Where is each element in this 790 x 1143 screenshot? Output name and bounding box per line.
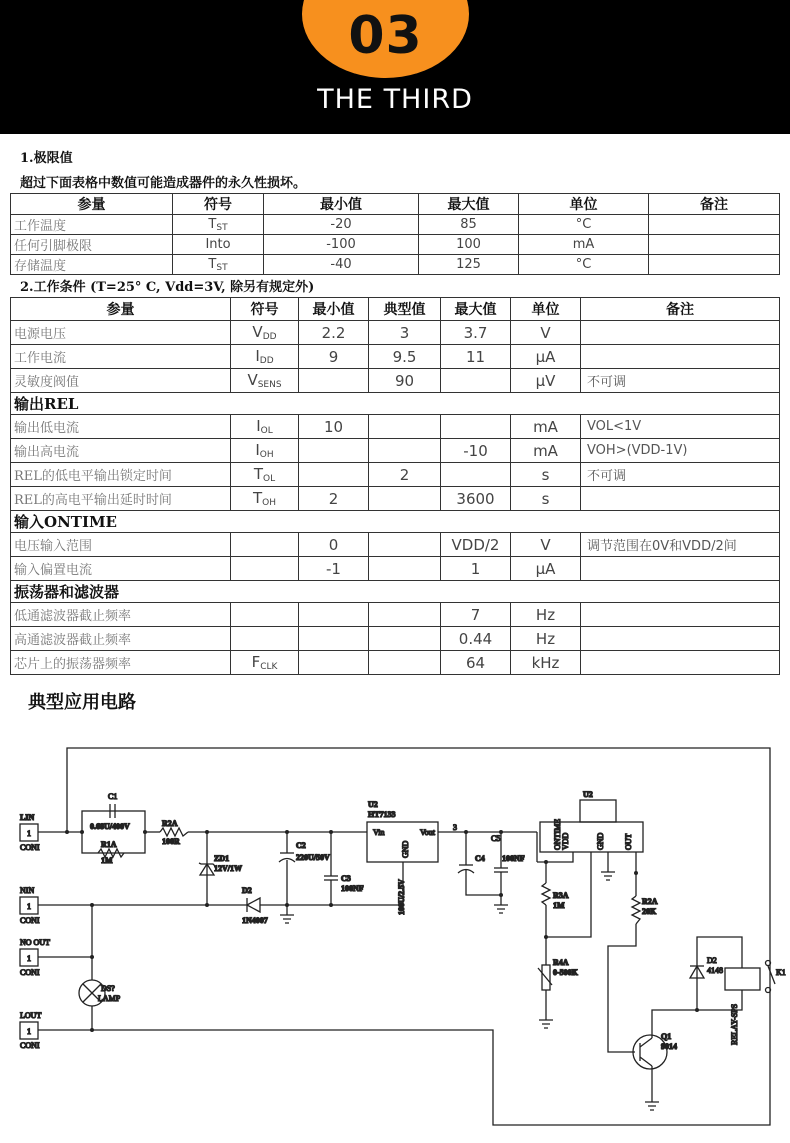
- symbol-base: V: [252, 323, 263, 341]
- svg-text:LIN: LIN: [20, 813, 35, 822]
- svg-text:220U/50V: 220U/50V: [296, 853, 330, 862]
- cell-text: -20: [330, 217, 352, 232]
- cell-text: VDD/2: [451, 535, 500, 554]
- diode-d2: [247, 898, 260, 912]
- svg-text:DS?: DS?: [101, 984, 115, 993]
- cell-text: 输入偏置电流: [14, 563, 93, 578]
- svg-text:100NF: 100NF: [341, 884, 364, 893]
- cell-text: 任何引脚极限: [14, 239, 93, 254]
- svg-text:1M: 1M: [553, 901, 565, 910]
- symbol-base: T: [208, 256, 217, 272]
- cell-text: 7: [470, 605, 481, 624]
- cell-text: 电压输入范围: [14, 539, 93, 554]
- svg-text:LAMP: LAMP: [98, 994, 121, 1003]
- section-label: 振荡器和滤波器: [11, 581, 780, 603]
- cell-text: 11: [465, 347, 486, 366]
- column-header: 备注: [581, 298, 780, 321]
- svg-text:12V/1W: 12V/1W: [214, 864, 242, 873]
- symbol-subscript: CLK: [260, 662, 278, 672]
- symbol-base: T: [252, 489, 263, 507]
- cell-text: 电源电压: [14, 327, 67, 342]
- column-header: 参量: [11, 194, 173, 215]
- column-header: 最小值: [264, 194, 419, 215]
- relay-coil: [725, 968, 760, 990]
- cell-text: 85: [460, 217, 477, 232]
- symbol-subscript: DD: [262, 332, 277, 342]
- cell-text: 灵敏度阀值: [14, 375, 80, 390]
- svg-text:U2: U2: [368, 800, 378, 809]
- section1-title: 1.极限值: [20, 151, 73, 166]
- symbol-subscript: OH: [262, 498, 277, 508]
- svg-text:1: 1: [27, 829, 31, 838]
- column-header: 最小值: [299, 298, 369, 321]
- svg-text:100NF: 100NF: [502, 854, 525, 863]
- section2-title: 2.工作条件 (T=25° C, Vdd=3V, 除另有规定外): [20, 280, 315, 295]
- symbol-subscript: ST: [216, 262, 228, 273]
- svg-text:C2: C2: [296, 841, 306, 850]
- column-header: 符号: [231, 298, 299, 321]
- section-number: 03: [348, 6, 423, 66]
- section-label: 输出REL: [11, 393, 780, 415]
- cell-text: 低通滤波器截止频率: [14, 609, 132, 624]
- cell-text: -10: [463, 441, 488, 460]
- cell-text: 2: [328, 489, 339, 508]
- svg-text:GND: GND: [401, 840, 410, 858]
- cell-text: Hz: [535, 605, 556, 624]
- svg-text:100U/2.5V: 100U/2.5V: [397, 879, 406, 915]
- cell-text: mA: [533, 441, 558, 460]
- svg-text:VDD: VDD: [561, 832, 570, 850]
- potentiometer-r4a: [538, 965, 552, 990]
- cell-text: 2: [399, 465, 410, 484]
- svg-text:1M: 1M: [101, 856, 113, 865]
- cell-text: 2.2: [321, 323, 346, 342]
- svg-text:Vout: Vout: [420, 828, 435, 837]
- svg-text:CONI: CONI: [20, 843, 40, 852]
- cell-text: °C: [575, 217, 592, 232]
- cell-text: 0.44: [458, 629, 493, 648]
- circuit-labels: [20, 790, 786, 1051]
- svg-text:K1: K1: [776, 968, 786, 977]
- resistor-r3a: [542, 883, 550, 905]
- svg-text:NIN: NIN: [20, 886, 35, 895]
- svg-text:HT7133: HT7133: [368, 810, 396, 819]
- cell-text: Hz: [535, 629, 556, 648]
- svg-text:R3A: R3A: [553, 891, 569, 900]
- symbol-subscript: OL: [260, 426, 273, 436]
- cell-text: 90: [394, 371, 415, 390]
- svg-text:C4: C4: [475, 854, 485, 863]
- symbol-subscript: SENS: [257, 380, 282, 390]
- symbol-subscript: OH: [259, 450, 274, 460]
- cell-text: 输出高电流: [14, 445, 80, 460]
- svg-text:RELAY-SPS: RELAY-SPS: [730, 1003, 739, 1045]
- capacitor-c3: [324, 876, 338, 880]
- cell-text: 3.7: [463, 323, 488, 342]
- column-header: 参量: [11, 298, 231, 321]
- symbol-base: I: [256, 417, 261, 435]
- junction-dots: [65, 830, 699, 1032]
- cell-text: mA: [533, 417, 558, 436]
- cell-text: -40: [330, 257, 352, 272]
- cell-text: 100: [456, 237, 481, 252]
- svg-text:GND: GND: [596, 832, 605, 850]
- column-header: 最大值: [441, 298, 511, 321]
- svg-text:20K: 20K: [642, 907, 657, 916]
- svg-text:Vin: Vin: [373, 828, 385, 837]
- cell-text: 存储温度: [14, 259, 67, 274]
- cell-text: μA: [535, 559, 556, 578]
- cell-text: μV: [535, 371, 556, 390]
- cell-text: 调节范围在0V和VDD/2间: [587, 539, 737, 554]
- svg-text:9014: 9014: [661, 1042, 677, 1051]
- svg-text:U2: U2: [583, 790, 593, 799]
- svg-text:C1: C1: [108, 792, 118, 801]
- cell-text: mA: [572, 237, 595, 252]
- svg-text:C3: C3: [341, 874, 351, 883]
- svg-text:R4A: R4A: [553, 958, 569, 967]
- cell-text: 0: [328, 535, 339, 554]
- svg-text:D2: D2: [707, 956, 717, 965]
- cell-text: 芯片上的振荡器频率: [14, 657, 132, 672]
- column-header: 单位: [511, 298, 581, 321]
- column-header: 最大值: [419, 194, 519, 215]
- cell-text: 125: [456, 257, 481, 272]
- svg-text:1: 1: [27, 954, 31, 963]
- cell-text: -1: [326, 559, 341, 578]
- cell-text: REL的高电平输出延时时间: [14, 493, 172, 508]
- section-subtitle: THE THIRD: [317, 84, 473, 115]
- symbol-subscript: DD: [259, 356, 274, 366]
- circuit-wires: [38, 748, 770, 1125]
- cell-text: V: [540, 535, 551, 554]
- column-header: 备注: [649, 194, 780, 215]
- svg-text:0-500K: 0-500K: [553, 968, 578, 977]
- svg-text:ZD1: ZD1: [214, 854, 230, 863]
- cell-text: 3600: [456, 489, 495, 508]
- svg-text:D2: D2: [242, 886, 252, 895]
- svg-text:0.68U/400V: 0.68U/400V: [90, 822, 130, 831]
- cell-text: 工作电流: [14, 351, 67, 366]
- section-label: 输入ONTIME: [11, 511, 780, 533]
- cell-text: 不可调: [587, 469, 627, 484]
- symbol-base: V: [247, 371, 258, 389]
- symbol-base: T: [208, 216, 217, 232]
- cell-text: s: [541, 465, 550, 484]
- svg-text:NO OUT: NO OUT: [20, 938, 50, 947]
- cell-text: s: [541, 489, 550, 508]
- cell-text: μA: [535, 347, 556, 366]
- capacitor-c5: [494, 868, 508, 872]
- column-header: 典型值: [369, 298, 441, 321]
- svg-text:LOUT: LOUT: [20, 1011, 42, 1020]
- section1-note: 超过下面表格中数值可能造成器件的永久性损坏。: [20, 176, 307, 191]
- svg-text:3: 3: [453, 823, 457, 832]
- cell-text: 3: [399, 323, 410, 342]
- cell-text: 工作温度: [14, 219, 67, 234]
- cell-text: 1: [470, 559, 481, 578]
- connectors: [20, 824, 38, 1039]
- column-header: 单位: [519, 194, 649, 215]
- svg-text:CONI: CONI: [20, 1041, 40, 1050]
- symbol-base: F: [251, 653, 261, 671]
- symbol-base: I: [255, 347, 260, 365]
- svg-text:C5: C5: [491, 834, 501, 843]
- application-circuit-title: 典型应用电路: [28, 692, 136, 713]
- svg-text:R2A: R2A: [162, 819, 178, 828]
- column-header: 符号: [173, 194, 264, 215]
- symbol-subscript: ST: [216, 222, 228, 233]
- cell-text: 不可调: [587, 375, 627, 390]
- cell-text: 高通滤波器截止频率: [14, 633, 132, 648]
- svg-text:R2A: R2A: [642, 897, 658, 906]
- cell-text: 64: [465, 653, 486, 672]
- cell-text: 10: [323, 417, 344, 436]
- svg-text:OUT: OUT: [624, 833, 633, 850]
- svg-text:CONI: CONI: [20, 916, 40, 925]
- svg-text:1: 1: [27, 1027, 31, 1036]
- cell-text: 输出低电流: [14, 421, 80, 436]
- resistor-r2a-20k: [632, 896, 640, 924]
- symbol-base: T: [253, 465, 264, 483]
- svg-text:CONI: CONI: [20, 968, 40, 977]
- resistor-r2a: [160, 828, 188, 836]
- cell-text: Into: [205, 237, 231, 252]
- cell-text: 9: [328, 347, 339, 366]
- cell-text: kHz: [531, 653, 560, 672]
- cell-text: REL的低电平输出锁定时间: [14, 469, 172, 484]
- cell-text: VOL<1V: [587, 419, 642, 434]
- svg-text:1: 1: [27, 902, 31, 911]
- svg-text:ONTIME: ONTIME: [553, 818, 562, 850]
- svg-text:100R: 100R: [162, 837, 180, 846]
- svg-text:4148: 4148: [707, 966, 723, 975]
- cell-text: °C: [575, 257, 592, 272]
- ground-symbols: [280, 872, 659, 1110]
- symbol-subscript: OL: [263, 474, 276, 484]
- svg-text:Q1: Q1: [661, 1032, 672, 1041]
- cell-text: 9.5: [392, 347, 417, 366]
- svg-text:R1A: R1A: [101, 840, 117, 849]
- cell-text: V: [540, 323, 551, 342]
- svg-text:1N4007: 1N4007: [242, 916, 268, 925]
- cell-text: VOH>(VDD-1V): [587, 443, 688, 458]
- symbol-base: I: [255, 441, 260, 459]
- cell-text: -100: [326, 237, 356, 252]
